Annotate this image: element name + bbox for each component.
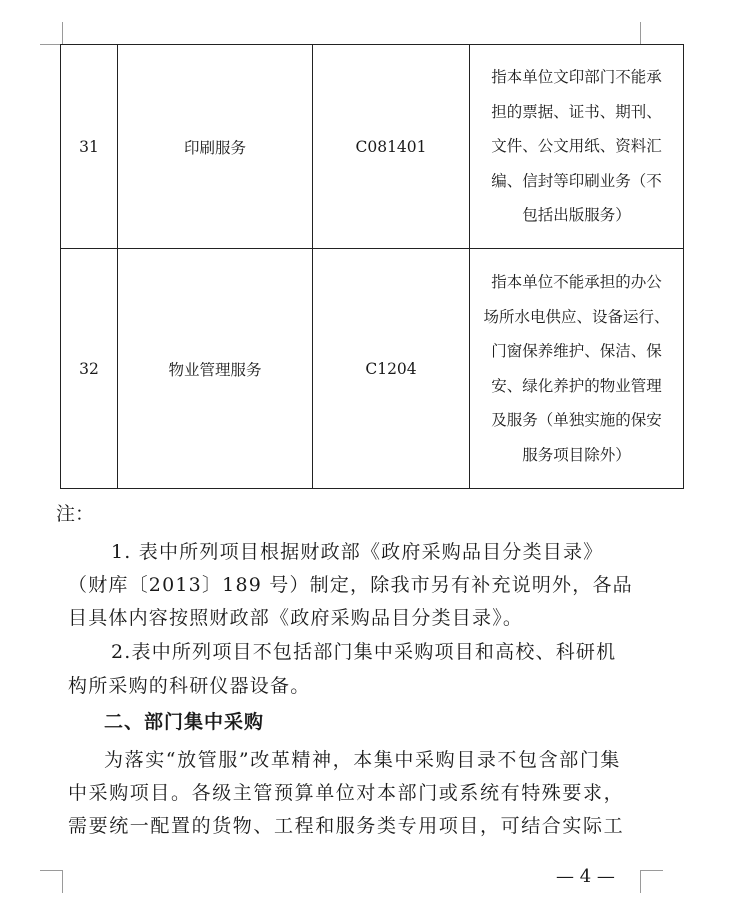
- item-code: C1204: [313, 249, 470, 489]
- crop-mark-bottom-left: [40, 870, 63, 893]
- description-line: 安、绿化养护的物业管理: [491, 376, 662, 395]
- procurement-catalog-table: [60, 44, 684, 489]
- description-line: 担的票据、证书、期刊、: [491, 102, 662, 121]
- section-heading: 二、部门集中采购: [104, 711, 265, 733]
- description-line: 文件、公文用纸、资料汇: [491, 137, 662, 156]
- description-line: 包括出版服务）: [522, 206, 631, 225]
- section-paragraph-line: 为落实“放管服”改革精神，本集中采购目录不包含部门集: [104, 749, 622, 771]
- description-line: 指本单位文印部门不能承: [491, 68, 662, 87]
- description-line: 指本单位不能承担的办公: [491, 273, 662, 291]
- description-line: 服务项目除外）: [522, 445, 631, 464]
- table-row: [61, 45, 684, 249]
- item-name: 物业管理服务: [118, 249, 313, 489]
- item-description: [470, 249, 684, 489]
- description-line: 门窗保养维护、保洁、保: [491, 342, 662, 360]
- section-paragraph-line: 需要统一配置的货物、工程和服务类专用项目，可结合实际工: [68, 815, 625, 837]
- crop-mark-bottom-right: [640, 870, 663, 893]
- item-code: C081401: [313, 45, 470, 249]
- section-paragraph-line: 中采购项目。各级主管预算单位对本部门或系统有特殊要求，: [68, 782, 625, 804]
- crop-mark-top-right: [640, 22, 663, 45]
- table-row: [61, 249, 684, 489]
- item-name: 印刷服务: [118, 45, 313, 249]
- description-line: 及服务（单独实施的保安: [491, 411, 662, 429]
- notes-label: 注：: [56, 503, 95, 525]
- row-index: 32: [61, 249, 118, 489]
- description-line: 编、信封等印刷业务（不: [491, 171, 662, 190]
- item-description: [470, 45, 684, 249]
- note-1-line: 1. 表中所列项目根据财政部《政府采购品目分类目录》: [111, 541, 604, 563]
- crop-mark-top-left: [40, 22, 63, 45]
- row-index: 31: [61, 45, 118, 249]
- note-2-line: 2.表中所列项目不包括部门集中采购项目和高校、科研机: [111, 641, 617, 663]
- note-1-line: （财库〔2013〕189 号）制定，除我市另有补充说明外，各品: [68, 574, 633, 596]
- page-number: — 4 —: [556, 866, 615, 887]
- description-line: 场所水电供应、设备运行、: [483, 307, 670, 326]
- note-2-line: 构所采购的科研仪器设备。: [68, 675, 311, 697]
- note-1-line: 目具体内容按照财政部《政府采购品目分类目录》。: [68, 607, 524, 629]
